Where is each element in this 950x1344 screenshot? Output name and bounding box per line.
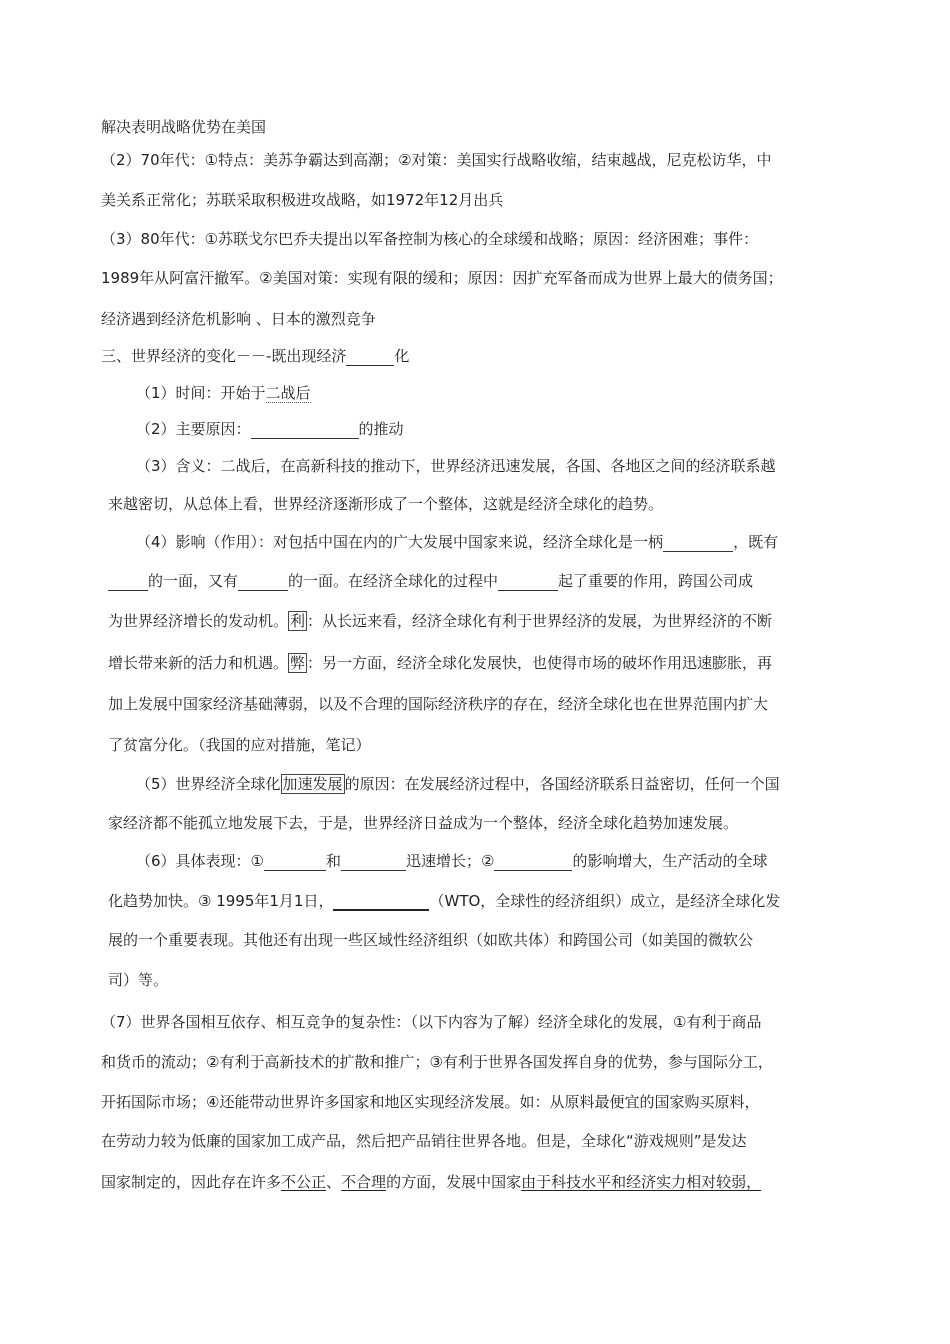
fill-blank xyxy=(108,574,148,591)
item-text: （1）时间：开始于 xyxy=(136,384,266,402)
fill-blank xyxy=(238,574,288,591)
paragraph-line: 了贫富分化。（我国的应对措施，笔记） xyxy=(108,736,371,754)
paragraph-line: 解决表明战略优势在美国 xyxy=(101,118,267,136)
fill-blank xyxy=(346,349,394,366)
fill-blank xyxy=(498,574,558,591)
item-text: （5）世界经济全球化 xyxy=(136,775,281,793)
fill-blank xyxy=(341,854,406,871)
item-text: 的一面，又有 xyxy=(148,572,239,590)
paragraph-line: 美关系正常化；苏联采取积极进攻战略，如1972年12月出兵 xyxy=(101,191,504,209)
item-line xyxy=(108,653,772,673)
paragraph-line: 和货币的流动；②有利于高新技术的扩散和推广；③有利于世界各国发挥自身的优势，参与国际分工， xyxy=(101,1053,773,1071)
paragraph-line: 经济遇到经济危机影响 、日本的激烈竞争 xyxy=(101,310,376,328)
heading-text: 化 xyxy=(394,347,410,365)
paragraph-line: 家经济都不能孤立地发展下去，于是，世界经济日益成为一个整体，经济全球化趋势加速发展。 xyxy=(108,814,739,832)
item-text: 的方面，发展中国家 xyxy=(386,1173,522,1191)
fill-blank xyxy=(494,854,572,871)
item-text: 的原因：在发展经济过程中，各国经济联系日益密切，任何一个国 xyxy=(344,775,780,793)
item-text: 为世界经济增长的发动机。 xyxy=(108,612,289,630)
paragraph-line: 展的一个重要表现。其他还有出现一些区域性经济组织（如欧共体）和跨国公司（如美国的微软公 xyxy=(108,931,754,949)
item-text: 的推动 xyxy=(358,420,404,438)
paragraph-line: 1989年从阿富汗撤军。②美国对策：实现有限的缓和；原因：因扩充军备而成为世界上最大的债务国； xyxy=(101,269,783,287)
item-text: （2）主要原因： xyxy=(136,420,251,438)
item-text: （6）具体表现：① xyxy=(136,852,264,870)
paragraph-line: 来越密切，从总体上看，世界经济逐渐形成了一个整体，这就是经济全球化的趋势。 xyxy=(108,495,664,513)
item-text: 、 xyxy=(326,1173,342,1191)
item-line xyxy=(108,891,780,911)
paragraph-line: 司）等。 xyxy=(108,971,169,989)
fill-blank xyxy=(333,893,429,911)
item-text: 的一面。在经济全球化的过程中 xyxy=(288,572,499,590)
fill-blank xyxy=(663,535,733,552)
item-text: ：另一方面，经济全球化发展快，也使得市场的破坏作用迅速膨胀，再 xyxy=(307,654,773,672)
paragraph-line: 加上发展中国家经济基础薄弱，以及不合理的国际经济秩序的存在，经济全球化也在世界范围内扩大 xyxy=(108,695,769,713)
item-text: 增长带来新的活力和机遇。 xyxy=(108,654,289,672)
underlined-text: 不公正 xyxy=(281,1173,327,1191)
underlined-text: 二战后 xyxy=(265,384,311,402)
fill-blank xyxy=(251,422,359,439)
item-text: （WTO，全球性的经济组织）成立，是经济全球化发 xyxy=(429,892,781,910)
underlined-text: 不合理 xyxy=(341,1173,387,1191)
item-line xyxy=(108,611,772,631)
paragraph-line: （3）含义：二战后，在高新科技的推动下，世界经济迅速发展，各国、各地区之间的经济联系越 xyxy=(136,457,776,475)
boxed-keyword: 加速发展 xyxy=(282,775,343,793)
fill-blank xyxy=(264,854,326,871)
paragraph-line: （2）70年代：①特点：美苏争霸达到高潮；②对策：美国实行战略收缩，结束越战，尼克松访华，中 xyxy=(101,151,772,169)
item-line xyxy=(136,532,778,552)
heading-text: 三、世界经济的变化－－-既出现经济 xyxy=(101,347,347,365)
paragraph-line: 开拓国际市场；④还能带动世界许多国家和地区实现经济发展。如：从原料最便宜的国家购买原料， xyxy=(101,1093,760,1111)
paragraph-line: （7）世界各国相互依存、相互竞争的复杂性：（以下内容为了解）经济全球化的发展，①有利于商品 xyxy=(101,1013,762,1031)
boxed-keyword: 弊 xyxy=(290,654,306,672)
item-text: 国家制定的，因此存在许多 xyxy=(101,1173,282,1191)
item-text: 迅速增长；② xyxy=(406,852,495,870)
item-text: 的影响增大，生产活动的全球 xyxy=(572,852,768,870)
item-text: 起了重要的作用，跨国公司成 xyxy=(558,572,754,590)
item-text: ：从长远来看，经济全球化有利于世界经济的发展，为世界经济的不断 xyxy=(307,612,773,630)
item-line xyxy=(136,383,311,403)
item-text: 和 xyxy=(326,852,342,870)
item-line xyxy=(136,851,767,871)
item-text: 化趋势加快。③ 1995年1月1日， xyxy=(108,892,334,910)
paragraph-line: （3）80年代：①苏联戈尔巴乔夫提出以军备控制为核心的全球缓和战略；原因：经济困难；事件： xyxy=(101,230,759,248)
underlined-text: 由于科技水平和经济实力相对较弱， xyxy=(521,1173,762,1191)
item-line xyxy=(101,1172,761,1192)
paragraph-line: 在劳动力较为低廉的国家加工成产品，然后把产品销往世界各地。但是，全球化“游戏规则”是发达 xyxy=(101,1132,747,1150)
item-text: ，既有 xyxy=(733,533,779,551)
item-line xyxy=(108,571,753,591)
boxed-keyword: 利 xyxy=(290,612,306,630)
item-line xyxy=(136,774,780,794)
item-line xyxy=(136,419,404,439)
item-text: （4）影响（作用）：对包括中国在内的广大发展中国家来说，经济全球化是一柄 xyxy=(136,533,664,551)
section-heading xyxy=(101,346,409,366)
